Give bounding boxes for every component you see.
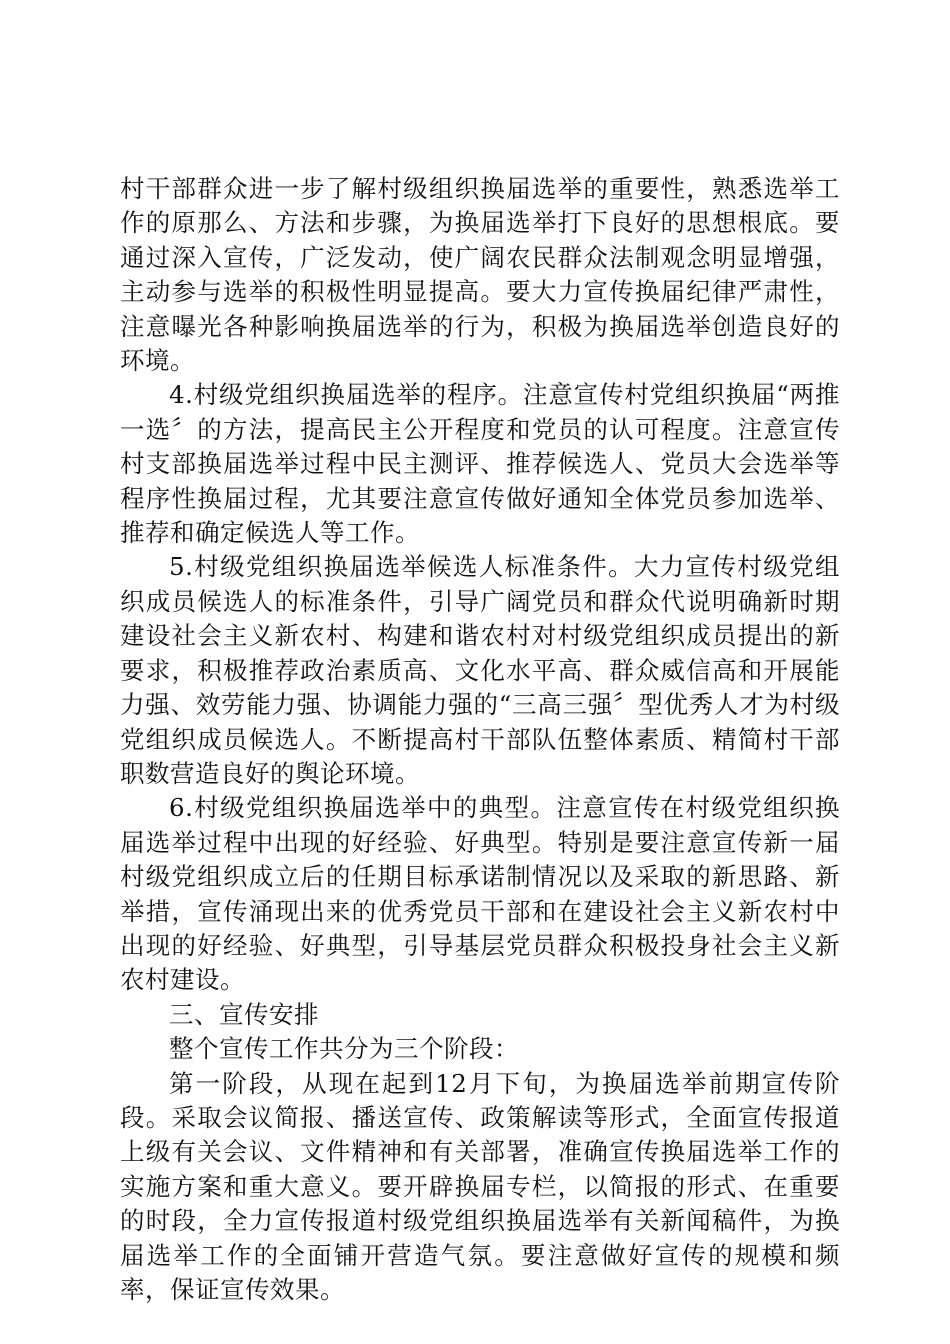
paragraph-continued-intro: 村干部群众进一步了解村级组织换届选举的重要性，熟悉选举工作的原那么、方法和步骤，为换届选举打下良好的思想根底。要通过深入宣传，广泛发动，使广阔农民群众法制观念明显增强，主动参与选举的积极性明显提高。要大力宣传换届纪律严肃性，注意曝光各种影响换届选举的行为，积极为换届选举创造良好的环境。 xyxy=(120,174,840,376)
paragraph-item-5-candidate-criteria: 5.村级党组织换届选举候选人标准条件。大力宣传村级党组织成员候选人的标准条件，引导广阔党员和群众代说明确新时期建设社会主义新农村、构建和谐农村对村级党组织成员提出的新要求，积极推荐政治素质高、文化水平高、群众威信高和开展能力强、效劳能力强、协调能力强的“三高三强〞型优秀人才为村级党组织成员候选人。不断提高村干部队伍整体素质、精简村干部职数营造良好的舆论环境。 xyxy=(120,552,840,788)
paragraph-item-4-election-procedure: 4.村级党组织换届选举的程序。注意宣传村党组织换届“两推一选〞的方法，提高民主公开程度和党员的认可程度。注意宣传村支部换届选举过程中民主测评、推荐候选人、党员大会选举等程序性换届过程，尤其要注意宣传做好通知全体党员参加选举、推荐和确定候选人等工作。 xyxy=(120,380,840,548)
document-body xyxy=(120,172,840,1307)
paragraph-item-6-typical-examples: 6.村级党组织换届选举中的典型。注意宣传在村级党组织换届选举过程中出现的好经验、好典型。特别是要注意宣传新一届村级党组织成立后的任期目标承诺制情况以及采取的新思路、新举措，宣传涌现出来的优秀党员干部和在建设社会主义新农村中出现的好经验、好典型，引导基层党员群众积极投身社会主义新农村建设。 xyxy=(120,793,840,995)
paragraph-stage-one: 第一阶段，从现在起到12月下旬，为换届选举前期宣传阶段。采取会议简报、播送宣传、政策解读等形式，全面宣传报道上级有关会议、文件精神和有关部署，准确宣传换届选举工作的实施方案和重大意义。要开辟换届专栏，以简报的形式、在重要的时段，全力宣传报道村级党组织换届选举有关新闻稿件，为换届选举工作的全面铺开营造气氛。要注意做好宣传的规模和频率，保证宣传效果。 xyxy=(120,1068,840,1304)
section-heading-publicity-arrangement: 三、宣传安排 xyxy=(169,999,319,1029)
paragraph-three-stages-intro: 整个宣传工作共分为三个阶段： xyxy=(169,1034,519,1064)
